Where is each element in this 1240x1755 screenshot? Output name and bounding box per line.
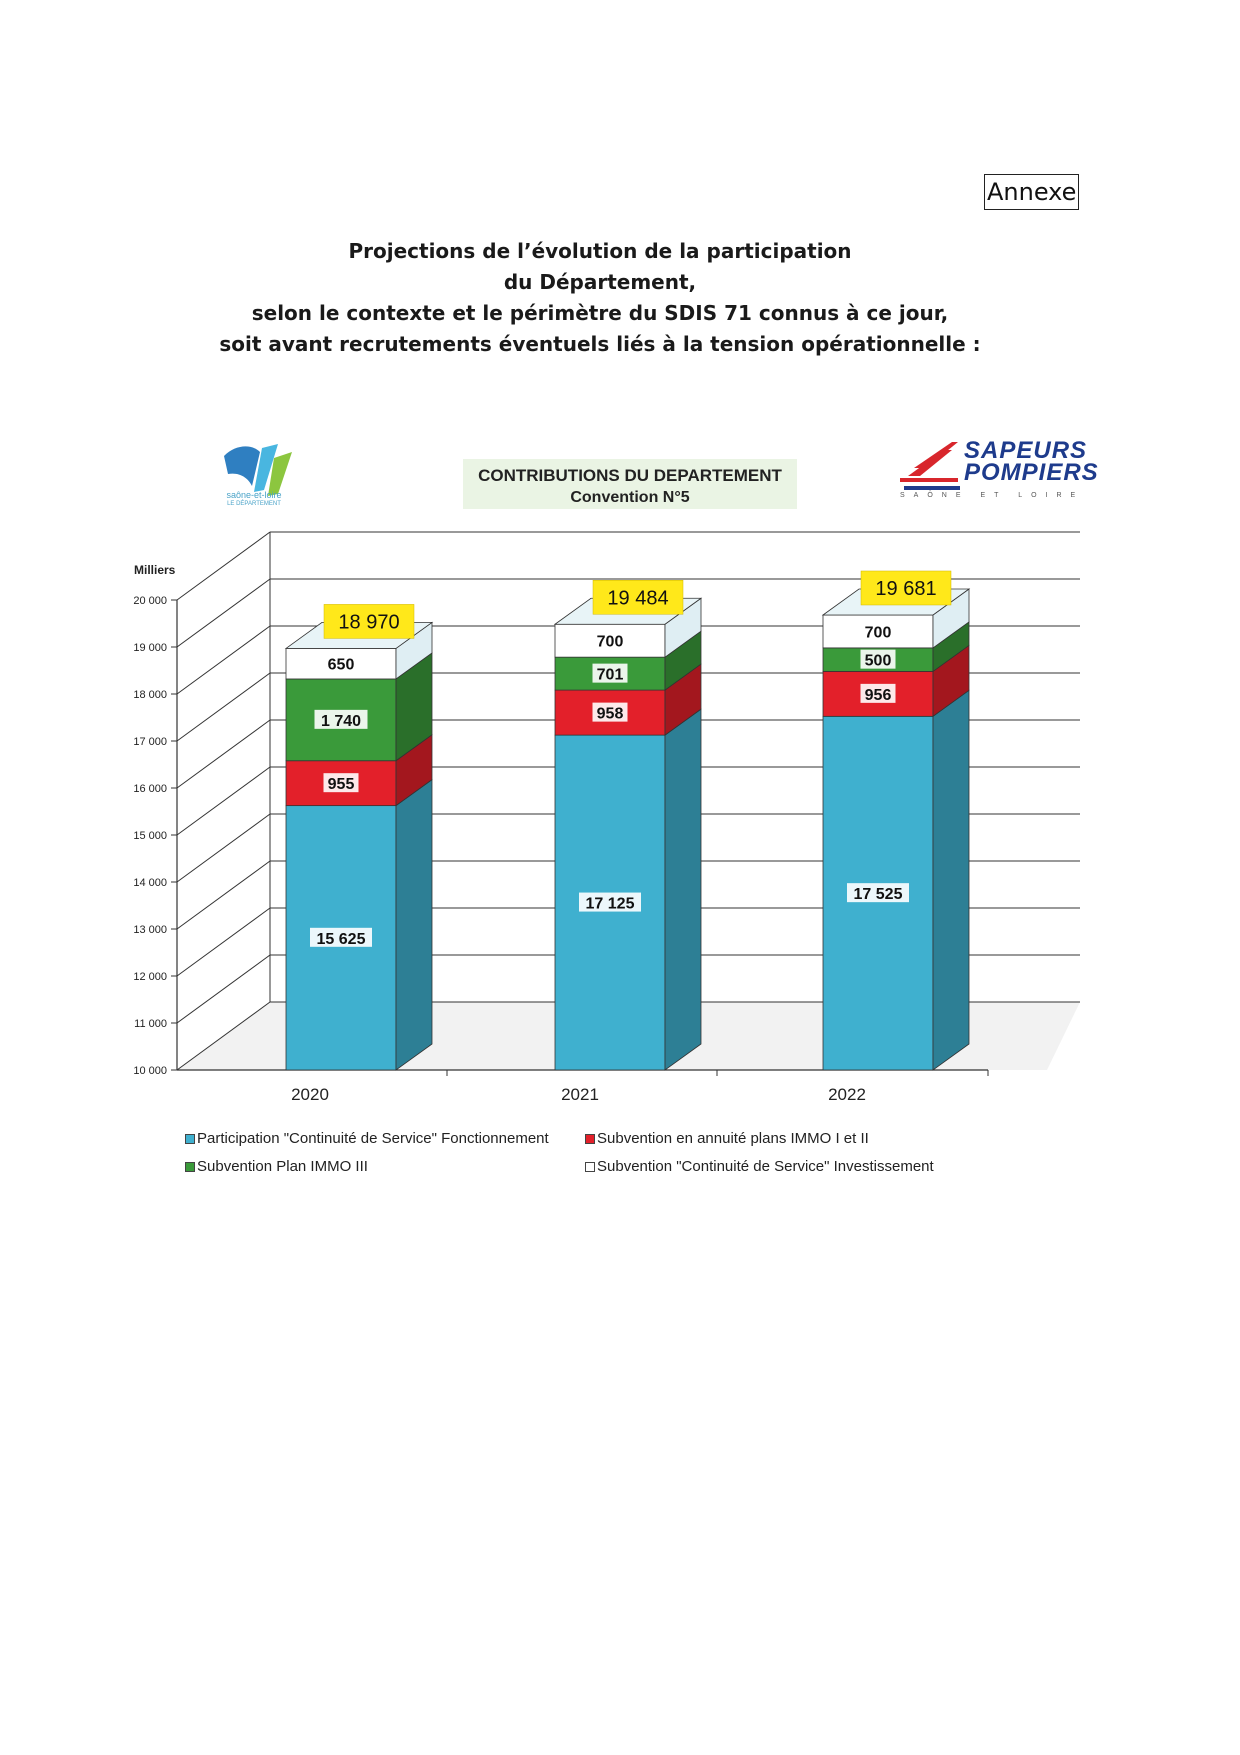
legend-swatch — [585, 1134, 595, 1144]
data-label: 958 — [596, 705, 624, 723]
department-logo-caption-line-1: saône-et-loire — [226, 490, 282, 500]
department-logo-caption-line-2: LE DÉPARTEMENT — [227, 501, 281, 507]
data-label: 700 — [596, 633, 624, 651]
legend-item-immo-iii — [185, 1158, 368, 1175]
y-tick-label: 20 000 — [133, 595, 167, 607]
data-label: 17 525 — [853, 886, 903, 904]
data-label: 650 — [327, 656, 355, 674]
data-label: 1 740 — [320, 712, 362, 730]
document-title-line-3: selon le contexte et le périmètre du SDIS 71 connus à ce jour, — [251, 301, 949, 325]
legend-label: Subvention "Continuité de Service" Investissement — [597, 1158, 934, 1175]
bar-segment-side — [665, 709, 701, 1070]
y-tick-label: 15 000 — [133, 830, 167, 842]
data-label: 700 — [864, 624, 892, 642]
data-label: 955 — [327, 776, 355, 794]
y-tick-label: 16 000 — [133, 783, 167, 795]
document-title-line-4: soit avant recrutements éventuels liés à la tension opérationnelle : — [219, 332, 981, 356]
data-label: 701 — [596, 666, 624, 684]
sapeurs-pompiers-line-1: SAPEURS — [964, 437, 1088, 464]
data-label: 500 — [864, 652, 892, 670]
sapeurs-pompiers-line-2: POMPIERS — [964, 459, 1099, 486]
legend-item-fonctionnement — [185, 1130, 549, 1147]
bar-segment-side — [933, 690, 969, 1070]
x-category-label: 2020 — [291, 1085, 329, 1104]
y-tick-label: 11 000 — [134, 1018, 167, 1030]
y-tick-label: 18 000 — [133, 689, 167, 701]
legend-swatch — [185, 1162, 195, 1172]
y-tick-label: 19 000 — [133, 642, 167, 654]
document-title-line-1: Projections de l’évolution de la participation — [348, 239, 852, 263]
sapeurs-pompiers-subtitle: SAÔNE ET LOIRE — [900, 492, 1085, 499]
legend-label: Subvention en annuité plans IMMO I et II — [597, 1130, 869, 1147]
legend-label: Participation "Continuité de Service" Fonctionnement — [197, 1130, 549, 1147]
x-category-label: 2022 — [828, 1085, 866, 1104]
y-tick-label: 12 000 — [133, 971, 167, 983]
total-label: 19 681 — [875, 577, 937, 600]
y-tick-label: 10 000 — [133, 1065, 167, 1077]
y-tick-label: 14 000 — [133, 877, 167, 889]
legend-swatch — [585, 1162, 595, 1172]
data-label: 15 625 — [316, 930, 366, 948]
data-label: 956 — [864, 686, 892, 704]
chart-title: CONTRIBUTIONS DU DEPARTEMENT — [478, 466, 782, 485]
annexe-label: Annexe — [984, 174, 1079, 210]
y-tick-label: 17 000 — [133, 736, 167, 748]
y-tick-label: 13 000 — [133, 924, 167, 936]
data-label: 17 125 — [585, 895, 635, 913]
legend-swatch — [185, 1134, 195, 1144]
y-axis-label: Milliers — [134, 563, 176, 577]
total-label: 19 484 — [607, 587, 669, 610]
x-category-label: 2021 — [561, 1085, 599, 1104]
bar-segment-side — [396, 780, 432, 1070]
document-title-line-2: du Département, — [503, 270, 697, 294]
legend-item-investissement — [585, 1158, 934, 1175]
legend-item-immo-i-ii — [585, 1130, 869, 1147]
legend-label: Subvention Plan IMMO III — [197, 1158, 368, 1175]
chart-subtitle: Convention N°5 — [570, 489, 690, 506]
total-label: 18 970 — [338, 611, 400, 634]
